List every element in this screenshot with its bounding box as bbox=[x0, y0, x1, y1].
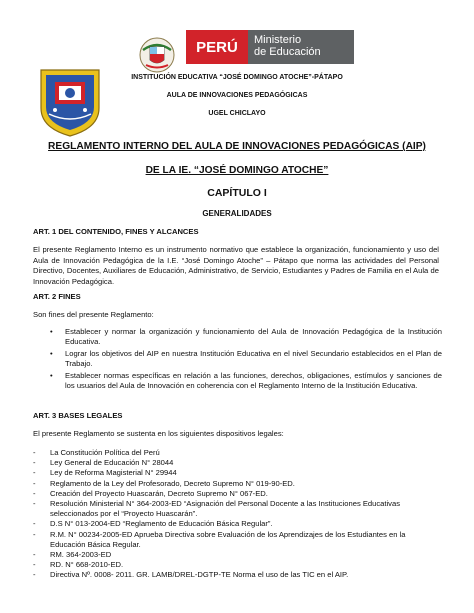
chapter-heading: CAPÍTULO I bbox=[207, 187, 267, 199]
national-crest-icon bbox=[137, 34, 177, 74]
dash-icon: - bbox=[33, 570, 36, 580]
art2-bullet-list bbox=[50, 327, 442, 392]
ministry-logo bbox=[186, 30, 354, 64]
dash-icon: - bbox=[33, 499, 36, 509]
art2-intro: Son fines del presente Reglamento: bbox=[33, 310, 154, 319]
list-item-text: RD. N° 668-2010-ED. bbox=[50, 560, 124, 570]
list-item-text: Establecer y normar la organización y funcionamiento del Aula de Innovación Pedagógica de la Institución Educativa. bbox=[65, 327, 442, 347]
list-item-text: RM. 364-2003-ED bbox=[50, 550, 112, 560]
list-item-text: Creación del Proyecto Huascarán, Decreto Supremo N° 067-ED. bbox=[50, 488, 268, 498]
dash-icon: - bbox=[33, 560, 36, 570]
art3-intro: El presente Reglamento se sustenta en los siguientes dispositivos legales: bbox=[33, 429, 284, 438]
art3-legal-list bbox=[33, 448, 443, 581]
dash-icon: - bbox=[33, 519, 36, 529]
ministry-name-line2: de Educación bbox=[254, 46, 321, 58]
list-item bbox=[33, 489, 443, 499]
section-heading: GENERALIDADES bbox=[202, 209, 272, 218]
list-item-text: Establecer normas específicas en relación a las funciones, derechos, obligaciones, estímulos y sanciones de los usuarios del Aula de Innovación en coherencia con el Reglamento Interno de la Institución Educativa. bbox=[65, 370, 442, 391]
list-item-text: D.S N° 013-2004-ED “Reglamento de Educación Básica Regular”. bbox=[50, 519, 273, 529]
list-item-text: Ley General de Educación N° 28044 bbox=[50, 458, 174, 468]
art2-heading: ART. 2 FINES bbox=[33, 292, 81, 301]
list-item-text: Reglamento de la Ley del Profesorado, Decreto Supremo N° 019-90-ED. bbox=[50, 478, 295, 488]
list-item bbox=[33, 519, 443, 529]
dash-icon: - bbox=[33, 478, 36, 488]
list-item-text: Lograr los objetivos del AIP en nuestra Institución Educativa en el nivel Secundario establecidos en el Plan de Trabajo. bbox=[65, 348, 442, 369]
institution-name: INSTITUCIÓN EDUCATIVA “JOSÉ DOMINGO ATOCHE”-PÁTAPO bbox=[131, 74, 343, 81]
list-item-text: R.M. N° 00234-2005-ED Aprueba Directiva sobre Evaluación de los Aprendizajes de los Estudiantes en la Educación Básica Regular. bbox=[50, 529, 406, 549]
list-item bbox=[33, 530, 443, 550]
document-title-line2: DE LA IE. “JOSÉ DOMINGO ATOCHE” bbox=[145, 165, 329, 176]
art1-heading: ART. 1 DEL CONTENIDO, FINES Y ALCANCES bbox=[33, 227, 199, 236]
list-item bbox=[33, 448, 443, 458]
bullet-icon: • bbox=[50, 370, 53, 380]
list-item-text: La Constitución Política del Perú bbox=[50, 448, 160, 457]
dash-icon: - bbox=[33, 448, 36, 457]
dash-icon: - bbox=[33, 550, 36, 560]
bullet-icon: • bbox=[50, 348, 53, 358]
list-item bbox=[33, 499, 443, 519]
list-item bbox=[33, 550, 443, 560]
list-item bbox=[50, 371, 442, 392]
list-item-text: Ley de Reforma Magisterial N° 29944 bbox=[50, 468, 177, 478]
dash-icon: - bbox=[33, 488, 36, 498]
list-item-text: Resolución Ministerial N° 364-2003-ED “Asignación del Personal Docente a las Instituciones Educativas seleccionados por el “Proyecto Huascarán”. bbox=[50, 499, 400, 519]
list-item bbox=[33, 570, 443, 580]
bullet-icon: • bbox=[50, 327, 53, 336]
ministry-name-line1: Ministerio bbox=[254, 34, 302, 46]
art3-heading: ART. 3 BASES LEGALES bbox=[33, 411, 123, 420]
dash-icon: - bbox=[33, 458, 36, 468]
aula-name: AULA DE INNOVACIONES PEDAGÓGICAS bbox=[166, 92, 308, 99]
list-item bbox=[50, 349, 442, 370]
list-item-text: Directiva Nº. 0008- 2011. GR. LAMB/DREL-DGTP-TE Norma el uso de las TIC en el AIP. bbox=[50, 570, 349, 580]
ugel-name: UGEL CHICLAYO bbox=[208, 110, 266, 117]
list-item bbox=[33, 458, 443, 468]
document-title-line1: REGLAMENTO INTERNO DEL AULA DE INNOVACIONES PEDAGÓGICAS (AIP) bbox=[48, 141, 426, 152]
dash-icon: - bbox=[33, 529, 36, 539]
list-item bbox=[33, 560, 443, 570]
dash-icon: - bbox=[33, 468, 36, 478]
list-item bbox=[50, 327, 442, 348]
ministry-name bbox=[248, 30, 354, 64]
art1-text: El presente Reglamento Interno es un instrumento normativo que establece la organización, funcionamiento y uso del Aula de Innovación Pedagógica de la I.E. “José Domingo Atoche” – Pátapo que norma las actividades del Personal Directivo, Docentes, Auxiliares de Educación, Administrativo, de Servicio, Estudiantes y Padres de Familia en el Aula de Innovación Pedagógica. bbox=[33, 245, 439, 286]
list-item bbox=[33, 468, 443, 478]
list-item bbox=[33, 479, 443, 489]
peru-label: PERÚ bbox=[186, 30, 248, 64]
